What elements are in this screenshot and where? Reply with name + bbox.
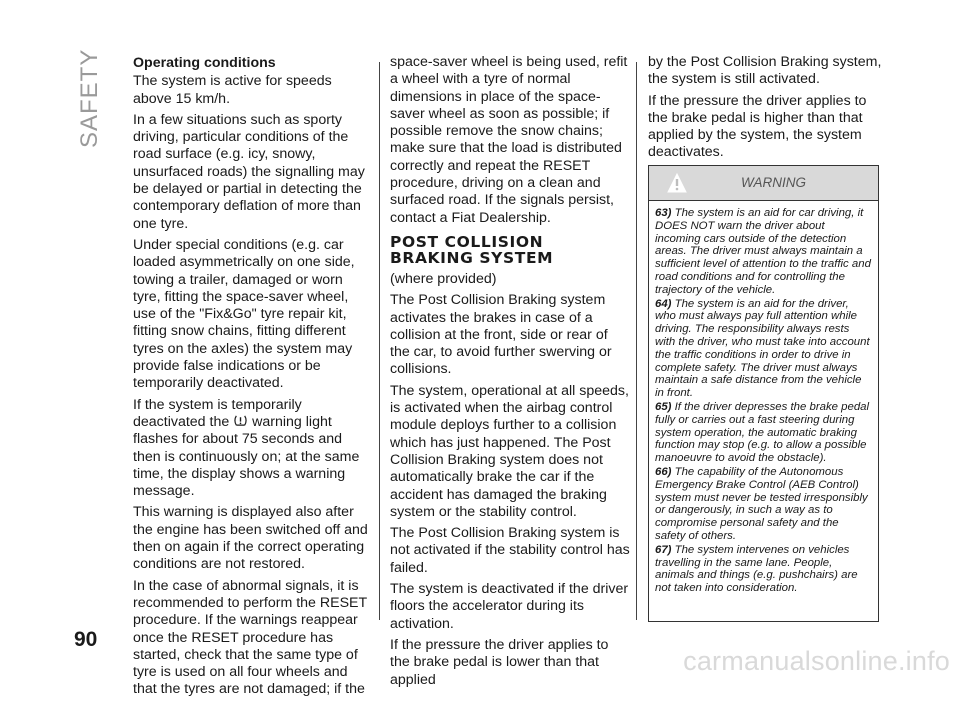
section-label	[70, 48, 110, 148]
page-number: 90	[74, 628, 98, 651]
column-divider	[636, 62, 637, 620]
paragraph: by the Post Collision Braking system, the system is still activated.	[648, 54, 882, 88]
warning-header	[649, 166, 878, 201]
paragraph: space-saver wheel is being used, refit a wheel with a tyre of normal dimensions in place of the space-saver wheel as soon as possible; if possible remove the snow chains; make sure that the load is distributed correctly and repeat the RESET procedure, driving on a clean and surfaced road. If the signals persist, contact a Fiat Dealership.	[390, 54, 628, 226]
warning-item	[655, 401, 872, 465]
column-divider	[379, 62, 380, 620]
warning-body	[649, 201, 878, 595]
warning-item	[655, 298, 872, 400]
warning-item-number: 63)	[655, 207, 672, 219]
section-title-line: BRAKING SYSTEM	[390, 248, 554, 267]
paragraph-with-icon	[133, 397, 373, 501]
warning-item-text: If the driver depresses the brake pedal fully or carries out a fast steering during system operation, the automatic braking function may stop (e.g. to allow a possible manoeuvre to avoid the obstacle).	[655, 400, 870, 465]
column-1	[133, 55, 373, 703]
column-3	[648, 54, 888, 166]
paragraph: (where provided)	[390, 270, 497, 287]
warning-item	[655, 544, 872, 595]
warning-item-number: 64)	[655, 297, 672, 310]
paragraph: Under special conditions (e.g. car loaded asymmetrically on one side, towing a trailer, damaged or worn tyre, fitting the space-saver wheel, use of the "Fix&Go" tyre repair kit, fitting snow chains, fitting different tyres on the axles) the system may provide false indications or be temporarily deactivated.	[133, 236, 355, 392]
section-title	[390, 234, 630, 266]
section-heading: Operating conditions	[133, 55, 276, 71]
warning-item	[655, 207, 872, 297]
paragraph: The Post Collision Braking system activates the brakes in case of a collision at the front, side or rear of the car, to avoid further swerving or collisions.	[390, 292, 612, 378]
warning-item	[655, 466, 872, 543]
warning-item-text: The capability of the Autonomous Emergency Brake Control (AEB Control) system must never be tested irresponsibly or dangerously, in such a way as to compromise personal safety and the safety of others.	[655, 465, 868, 542]
warning-item-number: 67)	[655, 543, 672, 556]
tyre-pressure-warning-icon	[234, 414, 247, 427]
paragraph: This warning is displayed also after the engine has been switched off and then on again if the correct operating conditions are not restored.	[133, 504, 368, 573]
warning-item-number: 66)	[655, 465, 672, 478]
paragraph: The system, operational at all speeds, is activated when the airbag control module deploys further to a collision which has just happened. The Post Collision Braking system does not automatically brake the car if the accident has damaged the braking system or the stability control.	[390, 382, 629, 520]
paragraph-text: warning light flashes for about 75 seconds and then is continuously on; at the same time, the display shows a warning message.	[133, 413, 360, 500]
section-title-line: POST COLLISION	[390, 232, 544, 251]
warning-box	[648, 165, 879, 622]
paragraph: In a few situations such as sporty driving, particular conditions of the road surface (e.g. icy, snowy, unsurfaced roads) the signalling may be delayed or partial in detecting the contemporary deflation of more than one tyre.	[133, 111, 365, 232]
watermark: carmanualsonline.info	[683, 646, 950, 676]
warning-title: WARNING	[740, 175, 806, 190]
paragraph: If the pressure the driver applies to the brake pedal is higher than that applied by the system, the system deactivates.	[648, 92, 867, 161]
warning-item-number: 65)	[655, 400, 672, 413]
paragraph: If the pressure the driver applies to the brake pedal is lower than that applied	[390, 636, 609, 688]
column-2	[390, 54, 630, 693]
paragraph: The Post Collision Braking system is not activated if the stability control has failed.	[390, 525, 630, 576]
warning-item-text: The system is an aid for the driver, who must always pay full attention while driving. The responsibility always rests with the driver, who must take into account the traffic conditions in order to drive in complete safety. The driver must always maintain a safe distance from the vehicle in front.	[655, 297, 870, 400]
warning-item-text: The system is an aid for car driving, it DOES NOT warn the driver about incoming cars outside of the detection areas. The driver must always maintain a sufficient level of attention to the traffic and road conditions and for controlling the trajectory of the vehicle.	[655, 207, 871, 296]
paragraph: The system is active for speeds above 15 km/h.	[133, 73, 332, 107]
paragraph-text: If the system is temporarily deactivated the	[133, 396, 302, 430]
paragraph: In the case of abnormal signals, it is recommended to perform the RESET procedure. If the warnings reappear once the RESET procedure has started, check that the same type of tyre is used on all four wheels and that the tyres are not damaged; if the	[133, 577, 367, 698]
section-label-text: SAFETY	[76, 48, 103, 148]
paragraph: The system is deactivated if the driver floors the accelerator during its activation.	[390, 581, 629, 632]
warning-item-text: The system intervenes on vehicles travelling in the same lane. People, animals and things (e.g. pushchairs) are not taken into consideration.	[655, 543, 858, 595]
